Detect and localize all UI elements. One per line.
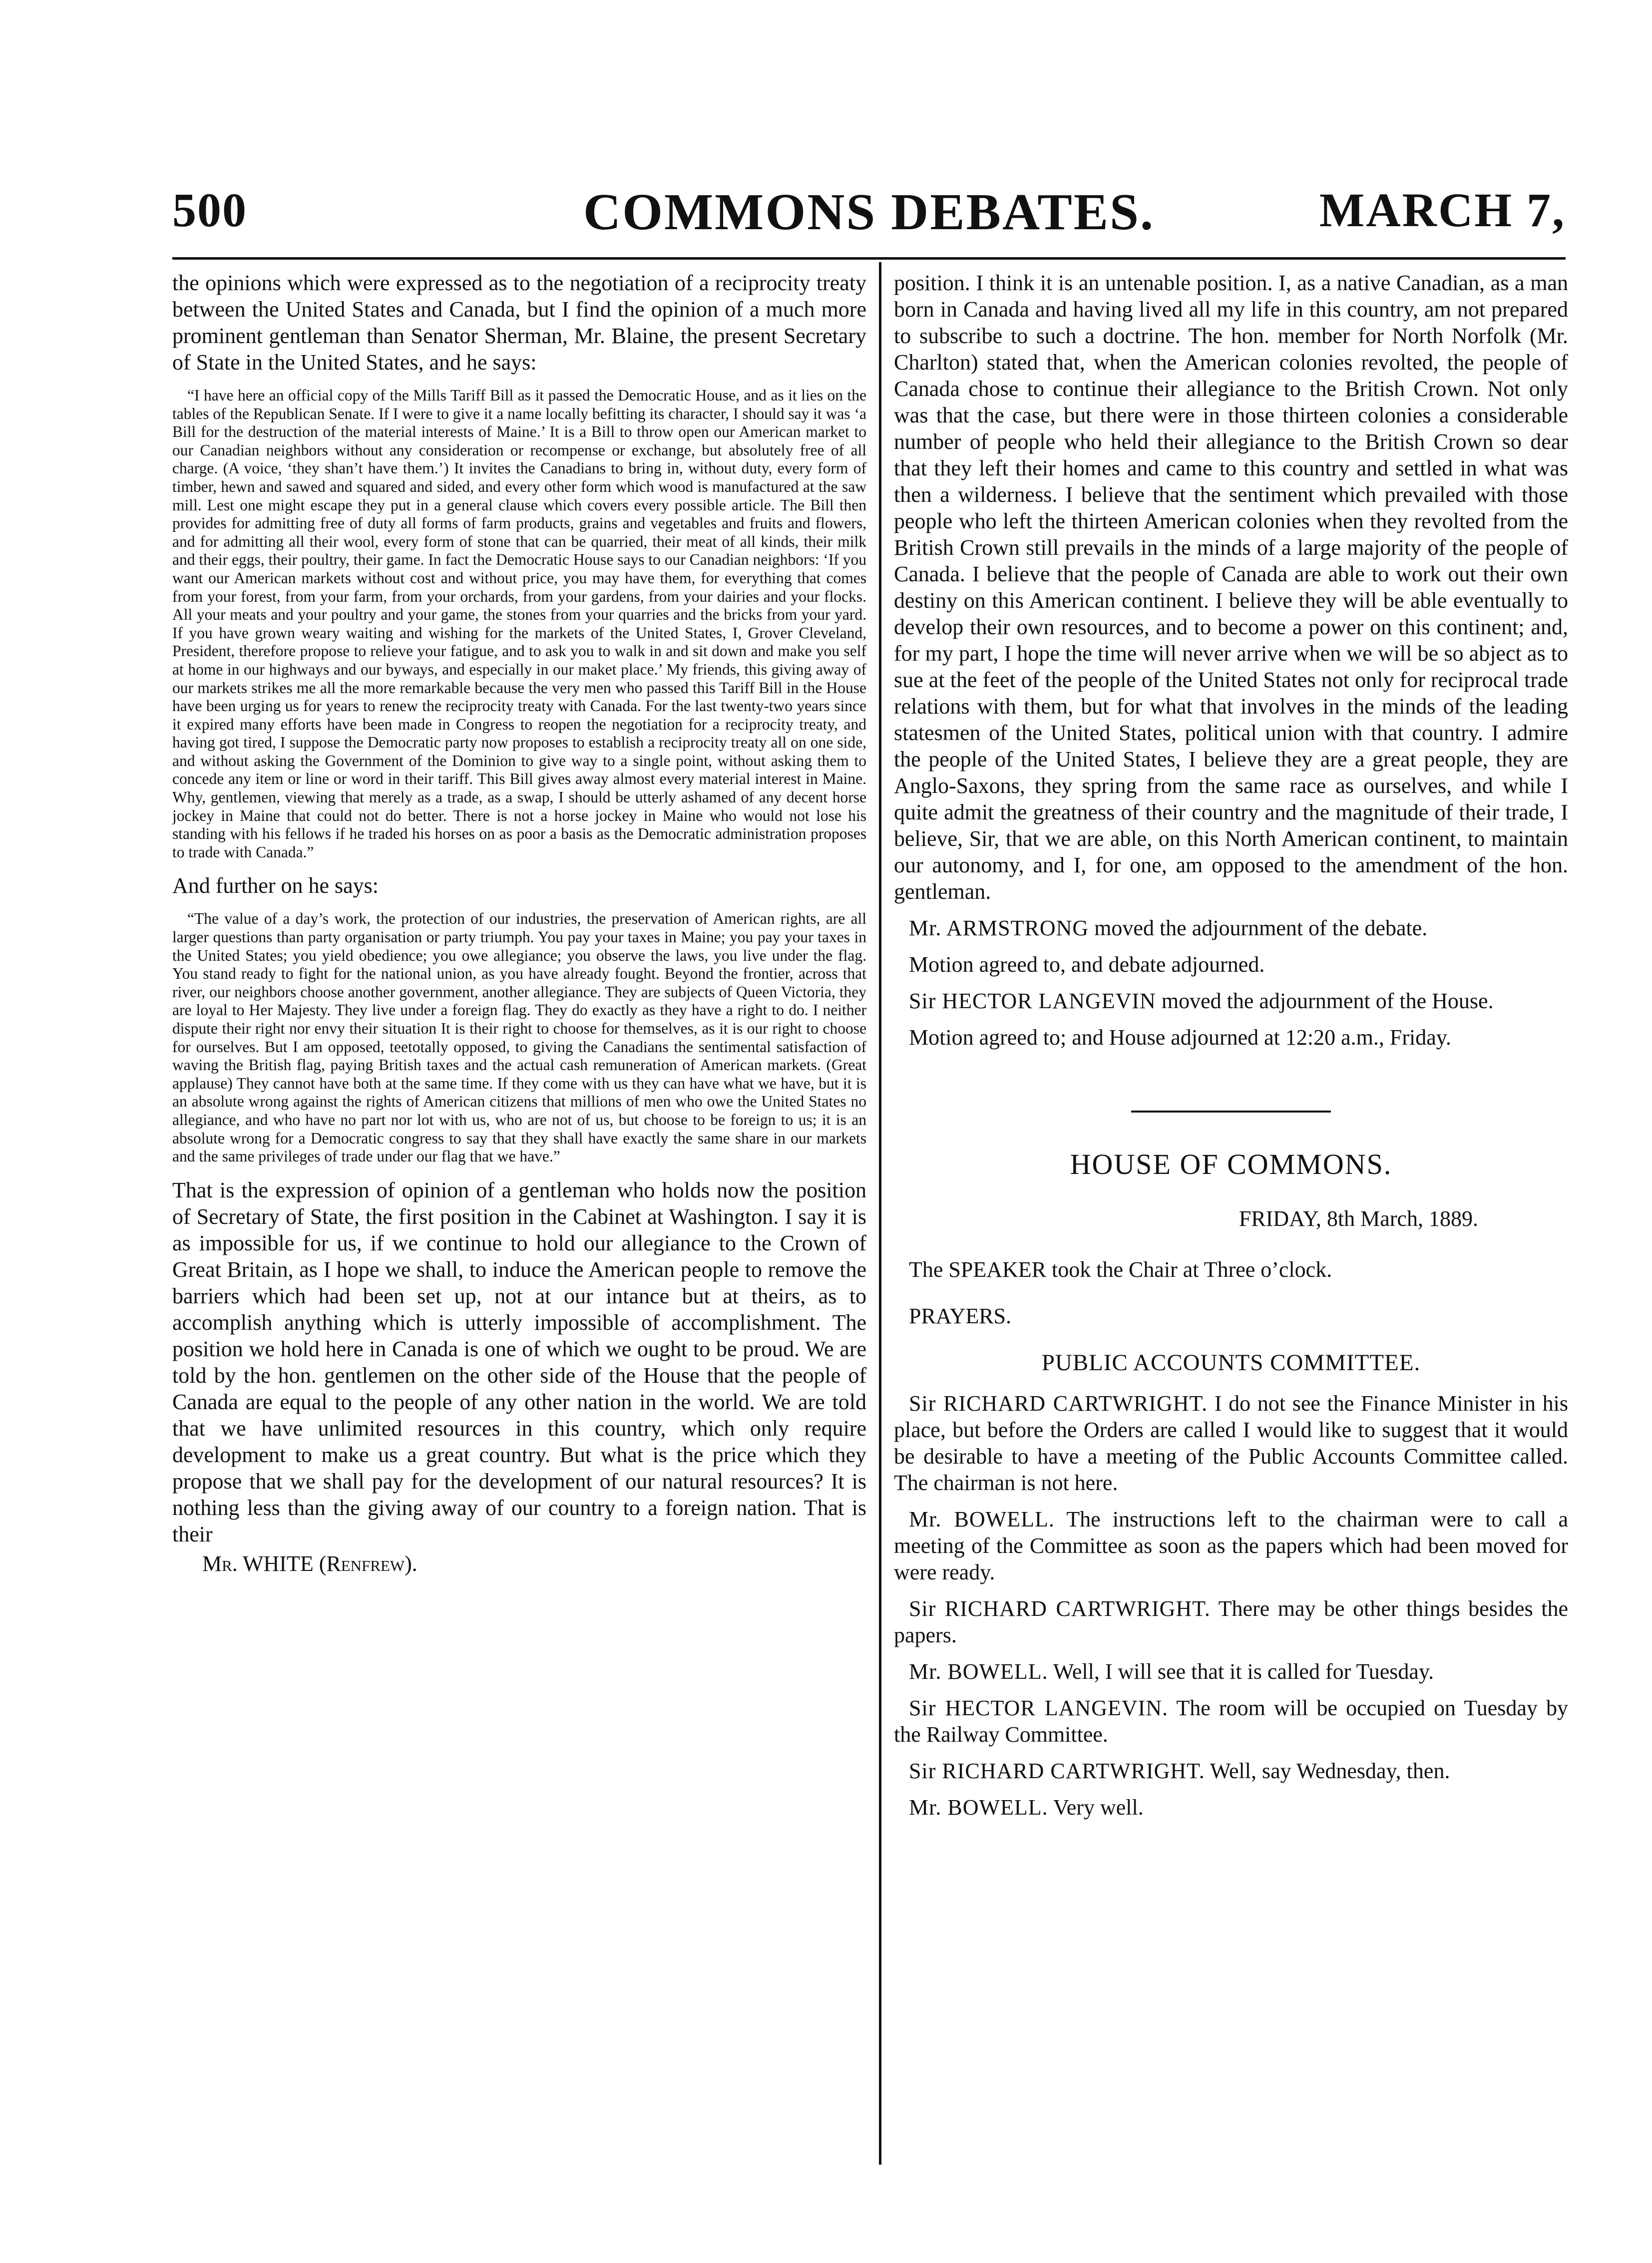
speech-text: There may be other things besides the papers.	[894, 1596, 1568, 1647]
page-number: 500	[172, 183, 247, 237]
page-header	[172, 182, 1566, 247]
column-divider	[879, 262, 881, 2165]
speech	[894, 1758, 1568, 1784]
paragraph: That is the expression of opinion of a gentleman who holds now the position of Secretary of State, the first position in the Cabinet at Washington. I say it is as impossible for us, if we continue to hold our allegiance to the Crown of Great Britain, as I hope we shall, to induce the American people to remove the barriers which had been set up, not at our intance but at theirs, as to accomplish anything which is utterly impossible of accomplishment. The position we hold here in Canada is one of which we ought to be proud. We are told by the hon. gentlemen on the other side of the House that the people of Canada are equal to the people of any other nation in the world. We are told that we have unlimited resources in this country, which only require development to make us a great country. But what is the price which they propose that we shall pay for the development of our natural resources? It is nothing less than the giving away of our country to a foreign nation. That is their	[172, 1177, 866, 1546]
speech	[894, 1658, 1568, 1685]
speech	[894, 915, 1568, 941]
speech	[894, 1794, 1568, 1821]
paragraph: Motion agreed to, and debate adjourned.	[909, 952, 1265, 977]
speaker-name: Sir HECTOR LANGEVIN	[909, 989, 1156, 1013]
left-column	[172, 270, 866, 2197]
house-title: HOUSE OF COMMONS.	[1070, 1148, 1392, 1180]
speaker-name: Mr. BOWELL.	[909, 1795, 1048, 1820]
speech-text: Well, I will see that it is called for Tuesday.	[1053, 1659, 1434, 1684]
text: The	[909, 1257, 943, 1282]
speaker-name: Mr. BOWELL.	[909, 1659, 1048, 1684]
committee-title: PUBLIC ACCOUNTS COMMITTEE.	[1041, 1350, 1421, 1376]
sitting-date	[894, 1206, 1568, 1231]
paragraph: position. I think it is an untenable position. I, as a native Canadian, as a man born in Canada and having lived all my life in this country, am not prepared to subscribe to such a doctrine. The hon. member for North Norfolk (Mr. Charlton) stated that, when the American colonies revolted, the people of Canada chose to continue their allegiance to the British Crown. Not only was that the case, but there were in those thirteen colonies a considerable number of people who held their allegiance to the British Crown so dear that they left their homes and came to this country and settled in what was then a wilderness. I believe that the sentiment which prevailed with those people who left the thirteen American colonies when they revolted from the British Crown still prevails in the minds of a large majority of the people of Canada. I believe that the people of Canada are able to work out their own destiny on this American continent. I believe they will be able eventually to develop their own resources, and to become a power on this continent; and, for my part, I hope the time will never arrive when we will be so abject as to sue at the feet of the people of the United States not only for reciprocal trade relations with them, but for what that involves in the minds of the leading statesmen of the United States, political union with that country. I admire the people of the United States, I believe they are a great people, they are Anglo-Saxons, they spring from the same race as ourselves, and while I quite admit the greatness of their country and the magnitude of their trade, I believe, Sir, that we are able, on this North American continent, to maintain our autonomy, and I, for one, am opposed to the amendment of the hon. gentleman.	[894, 271, 1568, 904]
sitting-day: FRIDAY,	[1239, 1206, 1321, 1231]
paragraph: And further on he says:	[172, 873, 379, 898]
speaker-name: Mr. ARMSTRONG	[909, 916, 1089, 940]
speaker-name: Sir HECTOR LANGEVIN.	[909, 1696, 1169, 1720]
speaker-signoff: Mr. WHITE (Renfrew).	[202, 1551, 417, 1576]
paragraph: Motion agreed to; and House adjourned at 12:20 a.m., Friday.	[909, 1025, 1451, 1050]
speaker-name: Sir RICHARD CARTWRIGHT.	[909, 1391, 1208, 1416]
speech-text: moved the adjournment of the House.	[1161, 989, 1494, 1013]
speech-text: The room will be occupied on Tuesday by the Railway Committee.	[894, 1696, 1568, 1747]
block-quote: “I have here an official copy of the Mills Tariff Bill as it passed the Democratic House, and as it lies on the tables of the Republican Senate. If I were to give it a name locally befitting its character, I should say it was ‘a Bill for the destruction of the material interests of Maine.’ It is a Bill to throw open our American market to our Canadian neighbors without any consideration or recompense or exchange, but absolutely free of all charge. (A voice, ‘they shan’t have them.’) It invites the Canadians to bring in, without duty, every form of timber, hewn and sawed and squared and sided, and every other form which wood is manufactured at the saw mill. Lest one might escape they put in a general clause which covers every possible article. The Bill then provides for admitting free of duty all forms of farm products, grains and vegetables and fruits and flowers, and for admitting all their wool, every form of stone that can be quarried, their meat of all kinds, their milk and their eggs, their poultry, their game. In fact the Democratic House says to our Canadian neighbors: ‘If you want our American markets without cost and without price, you may have them, for everything that comes from your forest, from your farm, from your orchards, from your gardens, from your dairies and your flocks. All your meats and your poultry and your game, the stones from your quarries and the bricks from your yard. If you have grown weary waiting and wishing for the markets of the United States, I, Grover Cleveland, President, therefore propose to relieve your fatigue, and to ask you to walk in and sit down and make you self at home in our highways and our byways, and especially in our maket place.’ My friends, this giving away of our markets strikes me all the more remarkable because the very men who passed this Tariff Bill in the House have been urging us for years to renew the reciprocity treaty with Canada. For the last twenty-two years since it expired many efforts have been made in Congress to reopen the negotiation for a reciprocity treaty, and having got tired, I suppose the Democratic party now proposes to establish a reciprocity treaty all on one side, and without asking the Government of the Dominion to give way to a single point, without asking them to concede any item or line or word in their tariff. This Bill gives away almost every material interest in Maine. Why, gentlemen, viewing that merely as a trade, as a swap, I should be utterly ashamed of any decent horse jockey in Maine that could not do better. There is not a horse jockey in Maine who would not lose his standing with his fellows if he traded his horses on as poor a basis as the Democratic administration proposes to trade with Canada.”	[172, 386, 866, 861]
speech	[894, 1506, 1568, 1585]
header-rule	[172, 257, 1566, 260]
speech-text: moved the adjournment of the debate.	[1094, 916, 1428, 940]
speech-text: I do not see the Finance Minister in his place, but before the Orders are called I would like to suggest that it would be desirable to have a meeting of the Public Accounts Committee called. The chairman is not here.	[894, 1391, 1568, 1495]
speaker-word: SPEAKER	[948, 1257, 1046, 1282]
speech	[894, 1595, 1568, 1648]
speaker-chair	[894, 1256, 1568, 1283]
speech	[894, 1695, 1568, 1748]
right-column	[894, 270, 1568, 2117]
speech-text: Very well.	[1053, 1795, 1144, 1820]
speech-text: Well, say Wednesday, then.	[1210, 1759, 1450, 1783]
text: took the Chair at Three o’clock.	[1052, 1257, 1332, 1282]
speech-text: The instructions left to the chairman were to call a meeting of the Committee as soon as the papers which had been moved for were ready.	[894, 1507, 1568, 1584]
section-rule	[1131, 1111, 1331, 1113]
sitting-date-text: 8th March, 1889.	[1326, 1206, 1478, 1231]
running-title: COMMONS DEBATES.	[583, 183, 1155, 241]
speech	[894, 1390, 1568, 1496]
speaker-name: Sir RICHARD CARTWRIGHT.	[909, 1759, 1205, 1783]
block-quote: “The value of a day’s work, the protection of our industries, the preservation of American rights, are all larger questions than party organisation or party triumph. You pay your taxes in Maine; you pay your taxes in the United States; you yield obedience; you owe allegiance; you observe the laws, you live under the flag. You stand ready to fight for the national union, as you have already fought. Beyond the frontier, across that river, our neighbors choose another government, another allegiance. They are subjects of Queen Victoria, they are loyal to Her Majesty. They live under a foreign flag. They do exactly as they have a right to do. I neither dispute their right nor envy their situation It is their right to choose for themselves, as it is our right to choose for ourselves. But I am opposed, teetotally opposed, to giving the Canadians the sentimental satisfaction of waving the British flag, paying British taxes and the actual cash remuneration of American markets. (Great applause) They cannot have both at the same time. If they come with us they can have what we have, but it is an absolute wrong against the rights of American citizens that millions of men who owe the United States no allegiance, and who have no part nor lot with us, who are not of us, but choose to be foreign to us; it is an absolute wrong for a Democratic congress to say that they shall have exactly the same share in our markets and the same privileges of trade under our flag that we have.”	[172, 910, 866, 1165]
speaker-name: Sir RICHARD CARTWRIGHT.	[909, 1596, 1211, 1621]
paragraph: the opinions which were expressed as to the negotiation of a reciprocity treaty between the United States and Canada, but I find the opinion of a much more prominent gentleman than Senator Sherman, Mr. Blaine, the present Secretary of State in the United States, and he says:	[172, 271, 866, 375]
speech	[894, 988, 1568, 1014]
prayers: PRAYERS.	[909, 1304, 1012, 1328]
speaker-name: Mr. BOWELL.	[909, 1507, 1055, 1531]
header-date: MARCH 7,	[1319, 183, 1566, 237]
